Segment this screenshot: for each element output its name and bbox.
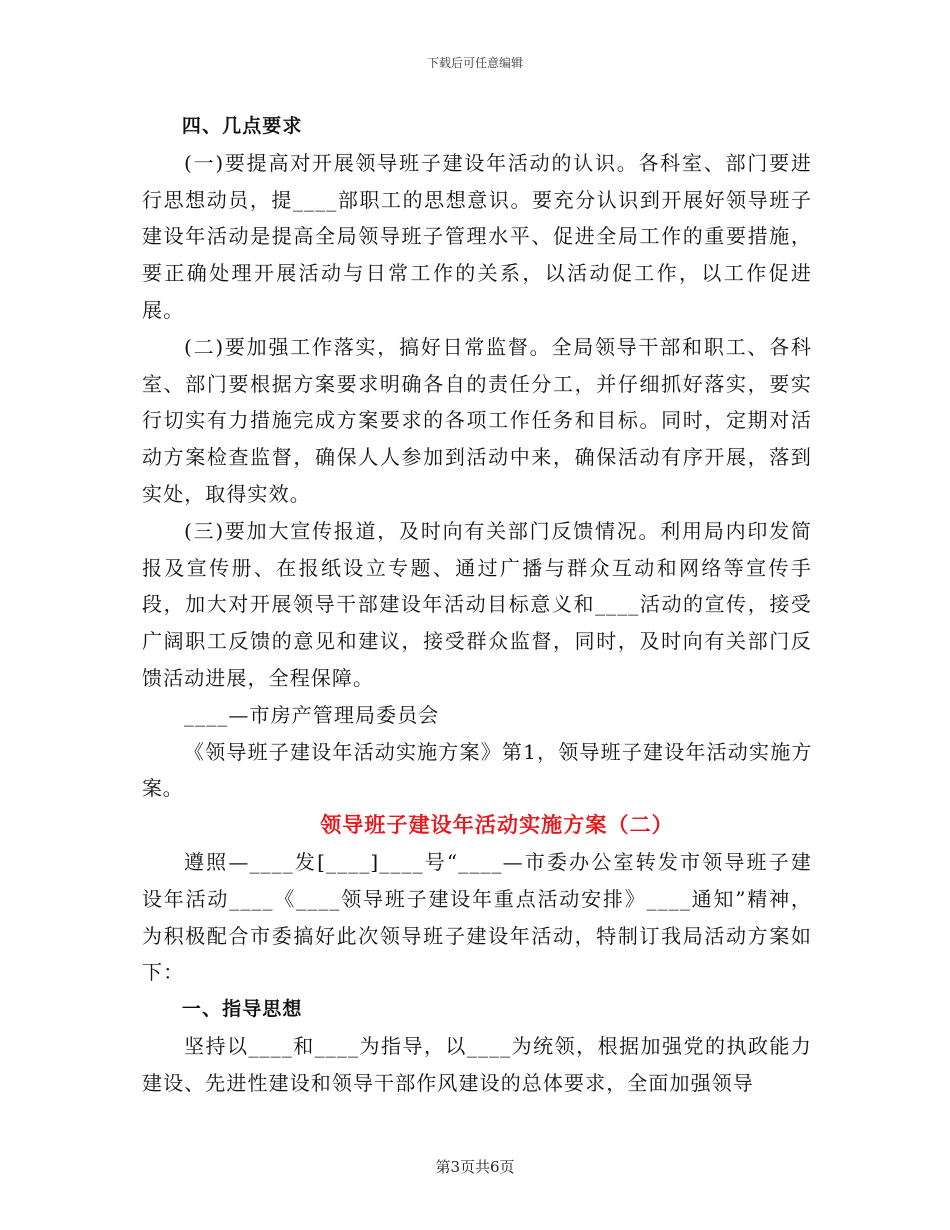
- paragraph-source-note: 《领导班子建设年活动实施方案》第1，领导班子建设年活动实施方案。: [142, 739, 812, 801]
- paragraph-guiding-ideology: 坚持以____和____为指导，以____为统领，根据加强党的执政能力建设、先进性建设和领导干部作风建设的总体要求，全面加强领导: [142, 1033, 812, 1095]
- document-body: [142, 108, 812, 1102]
- paragraph-signature: ____—市房产管理局委员会: [184, 702, 440, 727]
- paragraph-requirement-2: (二)要加强工作落实，搞好日常监督。全局领导干部和职工、各科室、部门要根据方案要求明确各自的责任分工，并仔细抓好落实，要实行切实有力措施完成方案要求的各项工作任务和目标。同时，定期对活动方案检查监督，确保人人参加到活动中来，确保活动有序开展，落到实处，取得实效。: [142, 334, 812, 506]
- page-header-note: 下载后可任意编辑: [426, 56, 523, 70]
- paragraph-requirement-1: (一)要提高对开展领导班子建设年活动的认识。各科室、部门要进行思想动员，提____部职工的思想意识。要充分认识到开展好领导班子建设年活动是提高全局领导班子管理水平、促进全局工作的重要措施，要正确处理开展活动与日常工作的关系，以活动促工作，以工作促进展。: [142, 150, 812, 322]
- section-heading-guiding-ideology: 一、指导思想: [181, 998, 303, 1021]
- paragraph-intro: 遵照—____发[____]____号“____—市委办公室转发市领导班子建设年活动____《____领导班子建设年重点活动安排》____通知”精神，为积极配合市委搞好此次领导班子建设年活动，特制订我局活动方案如下：: [142, 849, 812, 985]
- document-title: 领导班子建设年活动实施方案（二）: [320, 812, 674, 838]
- page-footer-number: 第3页共6页: [435, 1158, 515, 1176]
- paragraph-requirement-3: (三)要加大宣传报道，及时向有关部门反馈情况。利用局内印发简报及宣传册、在报纸设立专题、通过广播与群众互动和网络等宣传手段，加大对开展领导干部建设年活动目标意义和____活动的宣传，接受广阔职工反馈的意见和建议，接受群众监督，同时，及时向有关部门反馈活动进展，全程保障。: [142, 518, 812, 690]
- section-heading-requirements: 四、几点要求: [181, 115, 303, 137]
